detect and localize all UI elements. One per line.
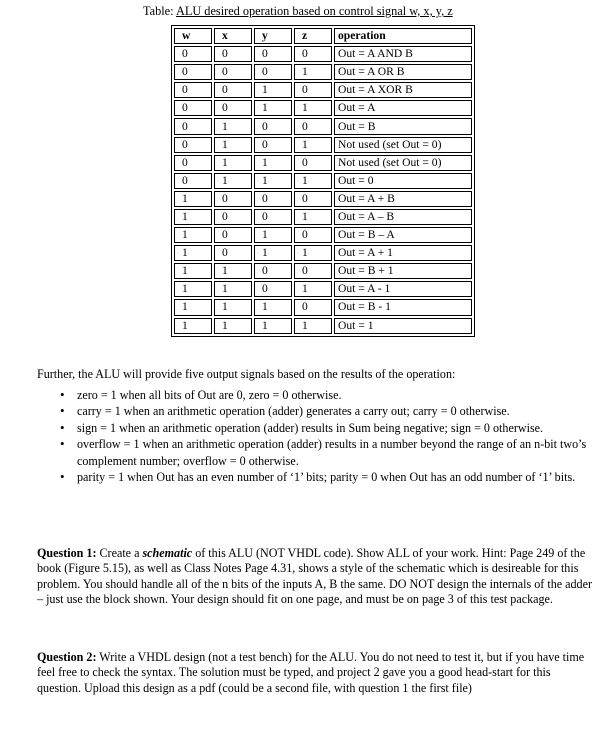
question-1-text-after: of this ALU (NOT VHDL code). Show ALL of your work. Hint: Page 249 of the book (Figure 5.15), as well as Class Notes Page 4.31, shows a style of the schematic which is desireable for this problem. You should handle all of the n bits of the inputs A, B the same. DO NOT design the internals of the adder – just use the block shown. Your design should fit on one page, and must be on page 3 of this test package. — [37, 546, 593, 606]
table-row — [174, 245, 472, 261]
bullet-sign: • sign = 1 when an arithmetic operation (adder) results in Sum being negative; sign = 0 otherwise. — [37, 420, 597, 436]
bit-cell-y: 0 — [254, 46, 292, 62]
operation-cell: Out = A AND B — [334, 46, 472, 62]
bit-cell-x: 1 — [214, 137, 252, 153]
bit-cell-x: 1 — [214, 263, 252, 279]
bit-cell-y: 0 — [254, 64, 292, 80]
bit-cell-w: 0 — [174, 137, 212, 153]
bit-cell-y: 1 — [254, 318, 292, 334]
bit-cell-z: 1 — [294, 281, 332, 297]
bit-cell-z: 0 — [294, 82, 332, 98]
bit-cell-y: 1 — [254, 82, 292, 98]
question-2 — [37, 650, 594, 696]
bit-cell-w: 1 — [174, 318, 212, 334]
bit-cell-w: 0 — [174, 118, 212, 134]
bit-cell-z: 0 — [294, 191, 332, 207]
table-body — [174, 46, 472, 334]
operation-cell: Out = A — [334, 100, 472, 116]
table-row — [174, 64, 472, 80]
bit-cell-y: 1 — [254, 100, 292, 116]
bullet-parity: • parity = 1 when Out has an even number of ‘1’ bits; parity = 0 when Out has an odd number of ‘1’ bits. — [37, 469, 597, 485]
bit-cell-z: 1 — [294, 318, 332, 334]
bit-cell-w: 1 — [174, 227, 212, 243]
operation-cell: Out = B + 1 — [334, 263, 472, 279]
bit-cell-w: 1 — [174, 263, 212, 279]
bit-cell-w: 0 — [174, 82, 212, 98]
bit-cell-z: 0 — [294, 118, 332, 134]
table-row — [174, 137, 472, 153]
bit-cell-y: 0 — [254, 137, 292, 153]
bit-cell-w: 0 — [174, 46, 212, 62]
bit-cell-z: 1 — [294, 100, 332, 116]
bit-cell-w: 1 — [174, 299, 212, 315]
bit-cell-y: 1 — [254, 227, 292, 243]
bit-cell-w: 0 — [174, 155, 212, 171]
bit-cell-z: 0 — [294, 46, 332, 62]
alu-operation-table — [171, 25, 475, 337]
bit-cell-x: 1 — [214, 155, 252, 171]
operation-cell: Not used (set Out = 0) — [334, 155, 472, 171]
table-row — [174, 82, 472, 98]
bit-cell-x: 1 — [214, 318, 252, 334]
operation-cell: Out = B – A — [334, 227, 472, 243]
bit-cell-y: 1 — [254, 245, 292, 261]
operation-cell: Out = B — [334, 118, 472, 134]
bit-cell-w: 0 — [174, 64, 212, 80]
table-row — [174, 100, 472, 116]
bit-cell-x: 0 — [214, 82, 252, 98]
table-caption — [143, 4, 453, 19]
caption-title: ALU desired operation based on control signal w, x, y, z — [175, 4, 453, 18]
table-row — [174, 209, 472, 225]
bullet-carry: • carry = 1 when an arithmetic operation (adder) generates a carry out; carry = 0 otherwise. — [37, 403, 597, 419]
table-row — [174, 46, 472, 62]
header-x: x — [214, 28, 252, 44]
header-w: w — [174, 28, 212, 44]
bit-cell-z: 0 — [294, 299, 332, 315]
bit-cell-y: 1 — [254, 155, 292, 171]
bit-cell-z: 1 — [294, 137, 332, 153]
table-row — [174, 155, 472, 171]
header-z: z — [294, 28, 332, 44]
bit-cell-x: 1 — [214, 281, 252, 297]
operation-cell: Out = 1 — [334, 318, 472, 334]
table-row — [174, 281, 472, 297]
bit-cell-y: 1 — [254, 299, 292, 315]
table-row — [174, 263, 472, 279]
bit-cell-x: 0 — [214, 227, 252, 243]
bit-cell-x: 0 — [214, 46, 252, 62]
bit-cell-z: 0 — [294, 155, 332, 171]
header-operation: operation — [334, 28, 472, 44]
operation-cell: Out = A + 1 — [334, 245, 472, 261]
bit-cell-x: 0 — [214, 100, 252, 116]
bit-cell-y: 0 — [254, 263, 292, 279]
table-row — [174, 227, 472, 243]
table-row — [174, 191, 472, 207]
operation-cell: Out = B - 1 — [334, 299, 472, 315]
bit-cell-x: 0 — [214, 191, 252, 207]
bit-cell-x: 0 — [214, 64, 252, 80]
bit-cell-y: 0 — [254, 281, 292, 297]
output-signals-list — [37, 387, 597, 485]
bit-cell-w: 1 — [174, 245, 212, 261]
question-2-text: Write a VHDL design (not a test bench) for the ALU. You do not need to test it, but if you have time feel free to check the syntax. The solution must be typed, and project 2 gave you a good head-start for this question. Upload this design as a pdf (could be a second file, with question 1 the first file) — [37, 650, 585, 695]
bit-cell-x: 0 — [214, 245, 252, 261]
operation-cell: Out = 0 — [334, 173, 472, 189]
bit-cell-w: 1 — [174, 281, 212, 297]
bit-cell-z: 0 — [294, 227, 332, 243]
bit-cell-w: 0 — [174, 100, 212, 116]
table-row — [174, 118, 472, 134]
bit-cell-w: 1 — [174, 191, 212, 207]
question-1-label: Question 1: — [37, 546, 97, 560]
table-header-row — [174, 28, 472, 44]
caption-prefix: Table: — [143, 4, 176, 18]
operation-cell: Out = A OR B — [334, 64, 472, 80]
bullet-zero: • zero = 1 when all bits of Out are 0, zero = 0 otherwise. — [37, 387, 597, 403]
question-1-text-before: Create a — [96, 546, 143, 560]
bit-cell-x: 0 — [214, 209, 252, 225]
question-2-label: Question 2: — [37, 650, 97, 664]
operation-cell: Out = A + B — [334, 191, 472, 207]
bit-cell-x: 1 — [214, 173, 252, 189]
header-y: y — [254, 28, 292, 44]
bit-cell-y: 1 — [254, 173, 292, 189]
operation-cell: Out = A XOR B — [334, 82, 472, 98]
bit-cell-y: 0 — [254, 118, 292, 134]
bit-cell-y: 0 — [254, 209, 292, 225]
bit-cell-w: 0 — [174, 173, 212, 189]
question-1 — [37, 546, 594, 607]
operation-cell: Out = A - 1 — [334, 281, 472, 297]
question-1-emphasis: schematic — [142, 546, 193, 560]
operation-cell: Out = A – B — [334, 209, 472, 225]
table-row — [174, 299, 472, 315]
operation-cell: Not used (set Out = 0) — [334, 137, 472, 153]
bullet-overflow: • overflow = 1 when an arithmetic operation (adder) results in a number beyond the range of an n-bit two’s complement number; overflow = 0 otherwise. — [37, 436, 597, 469]
bit-cell-z: 1 — [294, 173, 332, 189]
intro-paragraph: Further, the ALU will provide five output signals based on the results of the operation: — [37, 367, 456, 381]
table-row — [174, 173, 472, 189]
bit-cell-z: 0 — [294, 263, 332, 279]
bit-cell-x: 1 — [214, 118, 252, 134]
bit-cell-y: 0 — [254, 191, 292, 207]
table-row — [174, 318, 472, 334]
bit-cell-z: 1 — [294, 64, 332, 80]
bit-cell-x: 1 — [214, 299, 252, 315]
bit-cell-w: 1 — [174, 209, 212, 225]
bit-cell-z: 1 — [294, 209, 332, 225]
bit-cell-z: 1 — [294, 245, 332, 261]
